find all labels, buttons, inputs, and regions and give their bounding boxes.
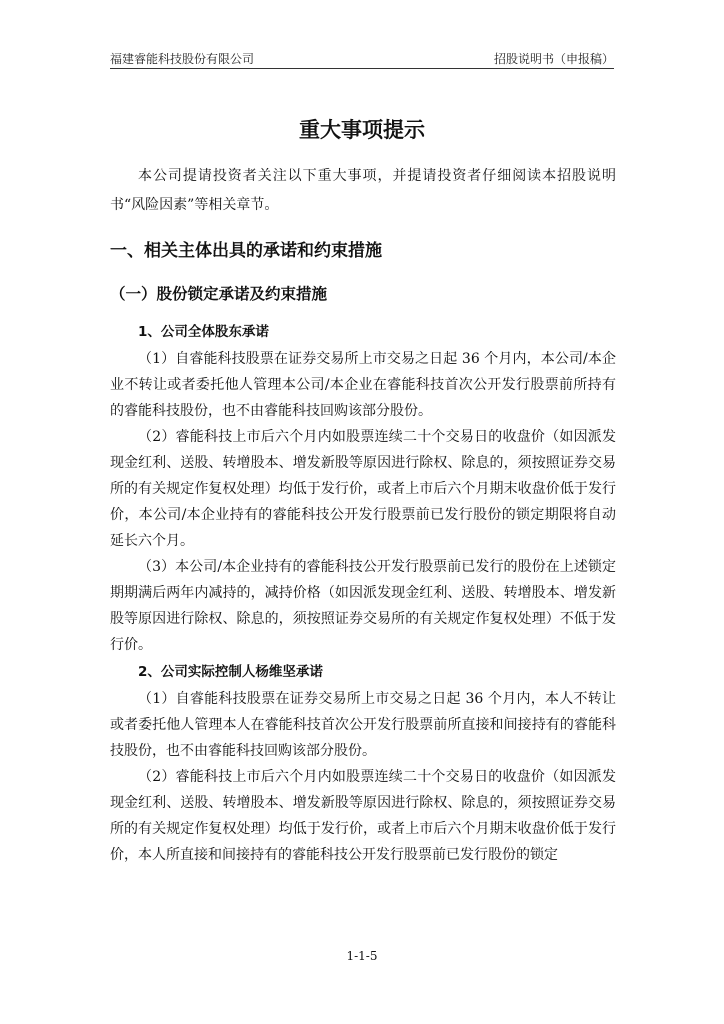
page-title: 重大事项提示 [299, 118, 425, 142]
page-number: 1-1-5 [346, 949, 378, 963]
paragraph: （3）本公司/本企业持有的睿能科技公开发行股票前已发行的股份在上述锁定期期满后两年内减持的，减持价格（如因派发现金红利、送股、转增股本、增发新股等原因进行除权、除息的，须按照证券交易所的有关规定作复权处理）不低于发行价。 [110, 559, 616, 653]
header-document-type: 招股说明书（申报稿） [493, 52, 614, 66]
intro-paragraph: 本公司提请投资者关注以下重大事项，并提请投资者仔细阅读本招股说明书“风险因素”等相关章节。 [110, 168, 616, 213]
paragraph: （2）睿能科技上市后六个月内如股票连续二十个交易日的收盘价（如因派发现金红利、送股、转增股本、增发新股等原因进行除权、除息的，须按照证券交易所的有关规定作复权处理）均低于发行价，或者上市后六个月期末收盘价低于发行价，本人所直接和间接持有的睿能科技公开发行股票前已发行股份的锁定 [110, 769, 616, 863]
item-heading-shareholders: 1、公司全体股东承诺 [138, 324, 269, 340]
header-company-name: 福建睿能科技股份有限公司 [110, 52, 255, 66]
header-divider [110, 68, 614, 69]
paragraph: （1）自睿能科技股票在证券交易所上市交易之日起 36 个月内，本人不转让或者委托他人管理本人在睿能科技首次公开发行股票前所直接和间接持有的睿能科技股份，也不由睿能科技回购该部分股份。 [110, 691, 616, 759]
document-body [110, 162, 616, 868]
paragraph: （1）自睿能科技股票在证券交易所上市交易之日起 36 个月内，本公司/本企业不转让或者委托他人管理本公司/本企业在睿能科技首次公开发行股票前所持有的睿能科技股份，也不由睿能科技回购该部分股份。 [110, 351, 616, 419]
item-heading-controller: 2、公司实际控制人杨维坚承诺 [138, 664, 323, 680]
paragraph: （2）睿能科技上市后六个月内如股票连续二十个交易日的收盘价（如因派发现金红利、送股、转增股本、增发新股等原因进行除权、除息的，须按照证券交易所的有关规定作复权处理）均低于发行价，或者上市后六个月期末收盘价低于发行价，本公司/本企业持有的睿能科技公开发行股票前已发行股份的锁定期限将自动延长六个月。 [110, 429, 616, 549]
page-header [110, 48, 614, 68]
section-heading: 一、相关主体出具的承诺和约束措施 [110, 241, 382, 261]
subsection-heading: （一）股份锁定承诺及约束措施 [110, 285, 328, 303]
